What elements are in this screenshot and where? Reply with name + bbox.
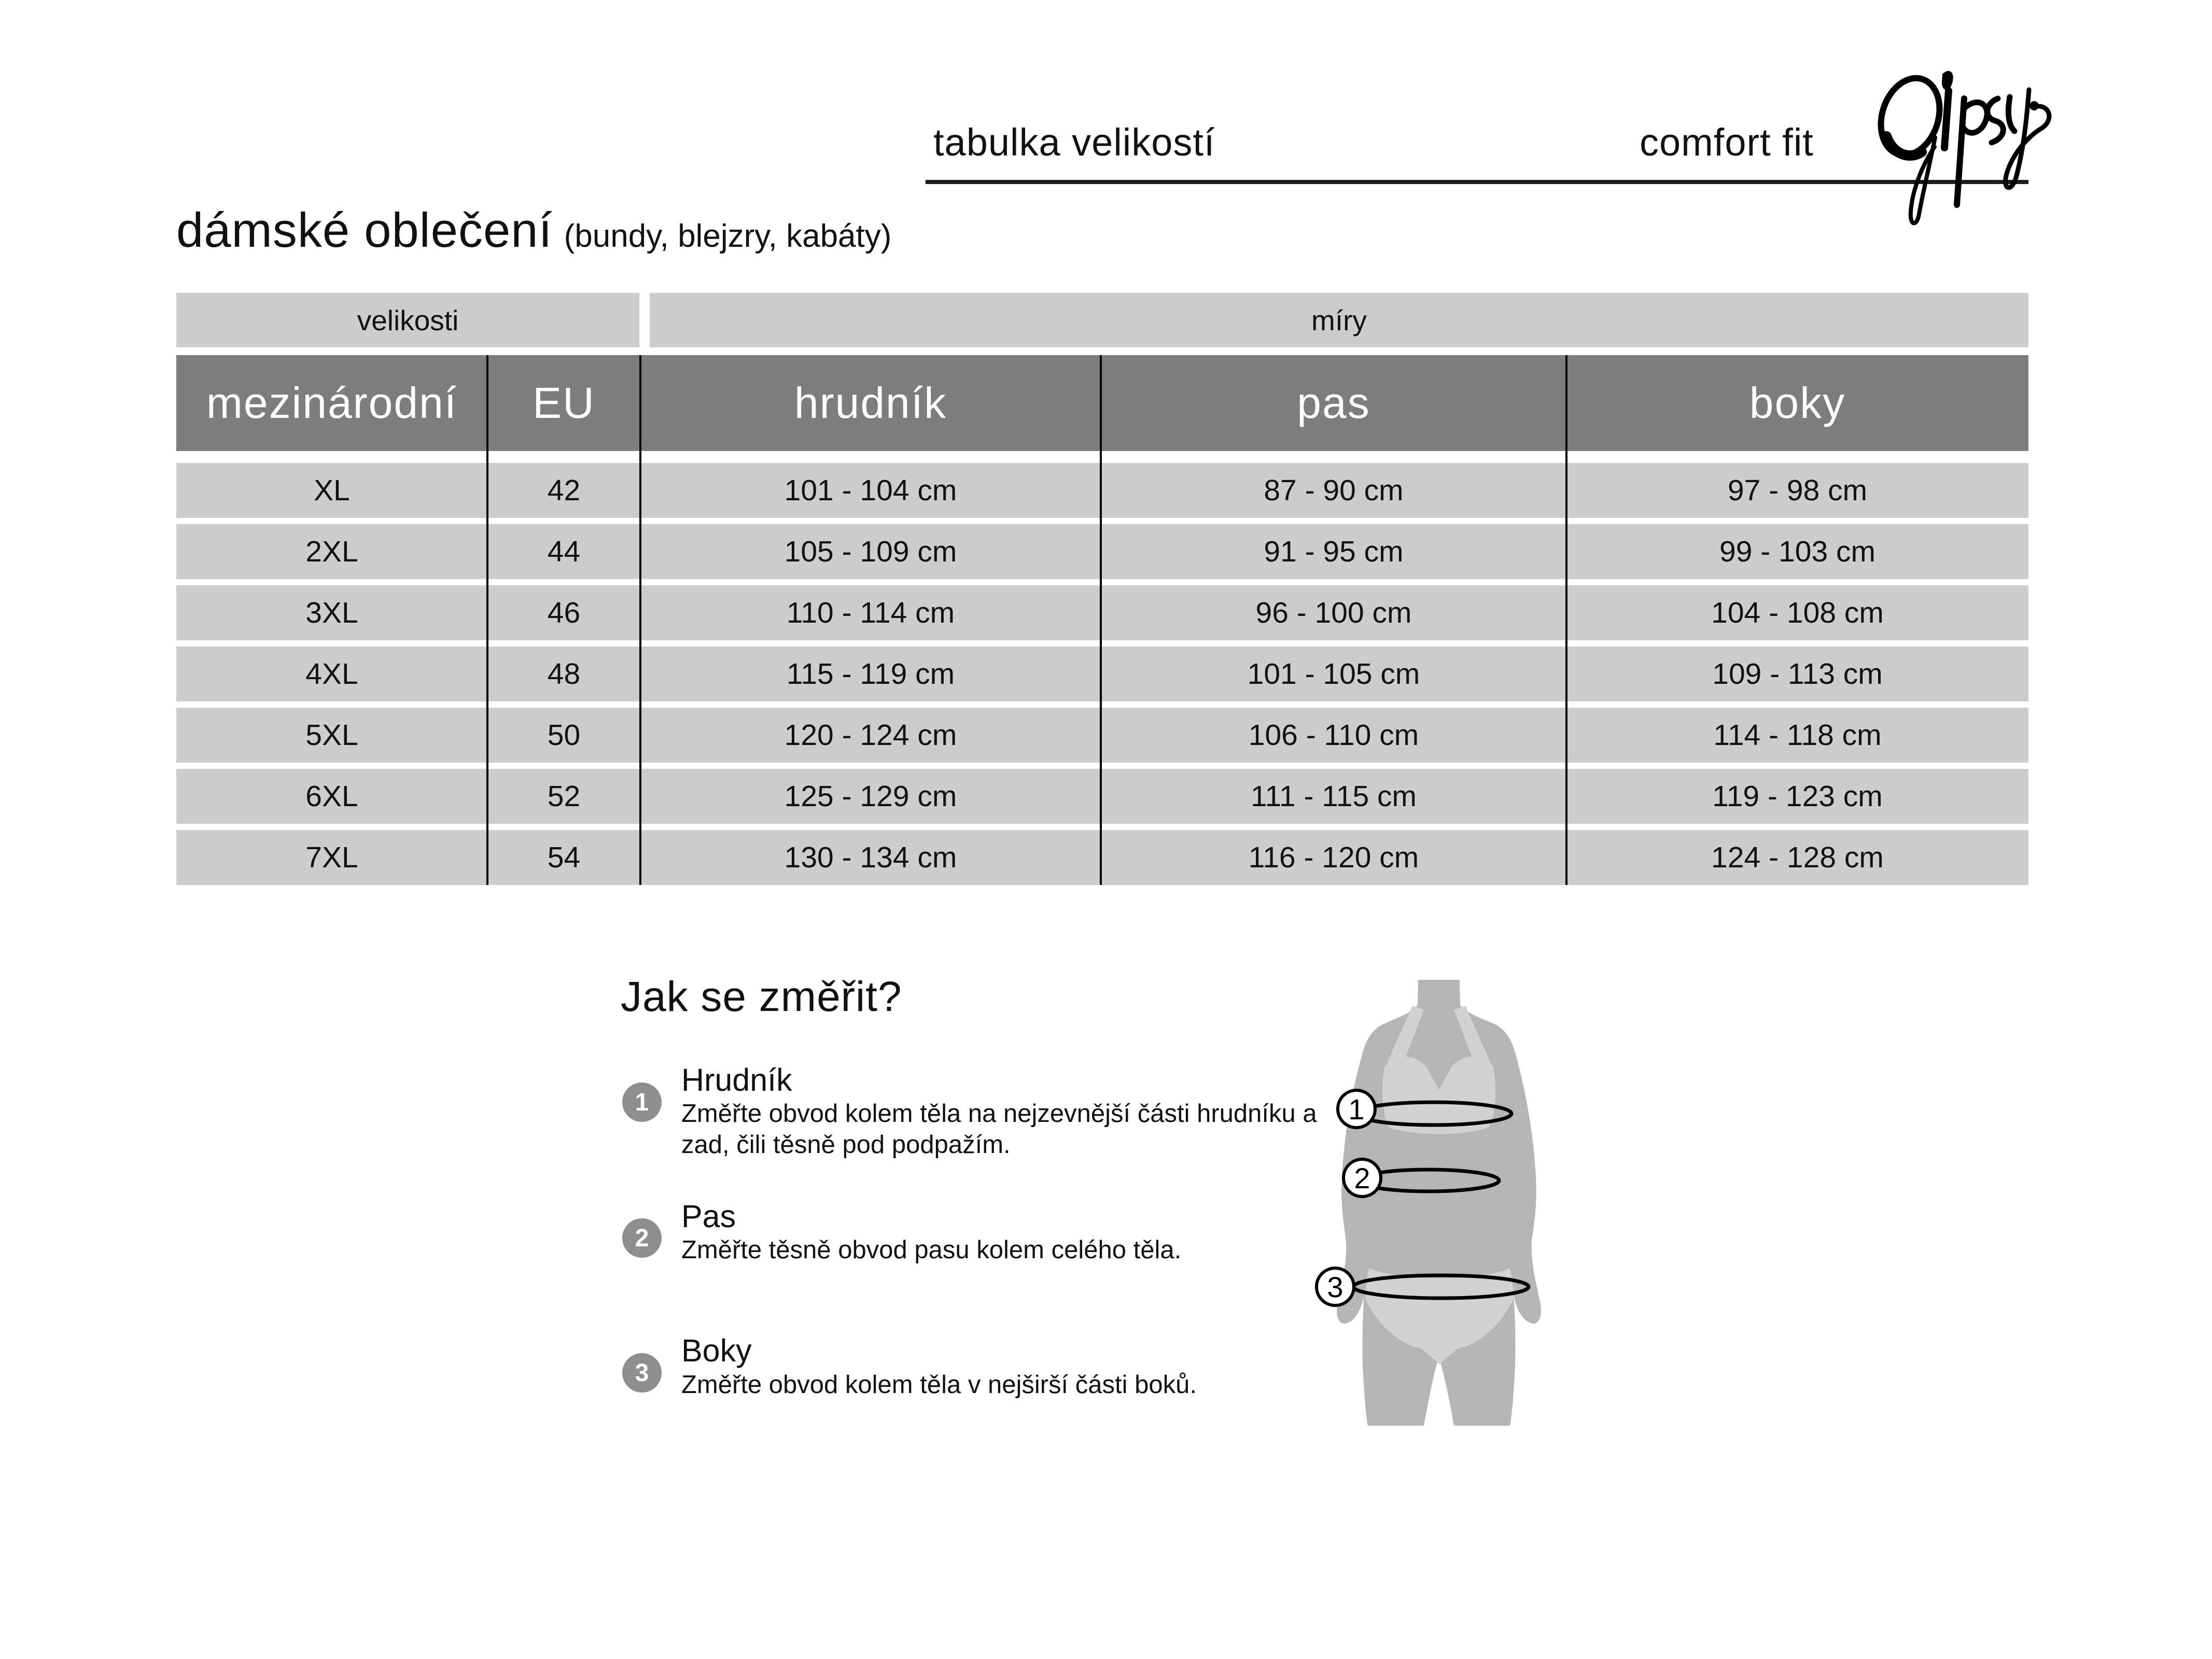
- cell-eu: 46: [547, 596, 581, 629]
- step-3-badge: 3: [622, 1353, 662, 1393]
- table-header-row: [176, 355, 2028, 451]
- table-row: [176, 769, 2028, 824]
- cell-waist: 91 - 95 cm: [1264, 535, 1404, 568]
- cell-hips: 119 - 123 cm: [1712, 780, 1883, 813]
- table-row: [176, 708, 2028, 763]
- cell-eu: 44: [547, 535, 581, 568]
- cell-waist: 111 - 115 cm: [1251, 780, 1417, 813]
- cell-eu: 48: [547, 657, 581, 691]
- step-1-text: Změřte obvod kolem těla na nejzevnější části hrudníku a zad, čili těsně pod podpažím.: [681, 1100, 1317, 1159]
- step-2-label: Pas: [681, 1199, 736, 1234]
- cell-hips: 104 - 108 cm: [1711, 596, 1884, 629]
- cell-intl: 6XL: [305, 780, 358, 813]
- column-header-waist: pas: [1297, 378, 1370, 427]
- column-header-international: mezinárodní: [206, 378, 458, 427]
- cell-eu: 50: [547, 719, 581, 752]
- table-row: [176, 830, 2028, 885]
- table-row: [176, 585, 2028, 640]
- column-header-eu: EU: [533, 378, 595, 427]
- fit-type-label: comfort fit: [1640, 121, 1814, 164]
- step-2-text: Změřte těsně obvod pasu kolem celého těla.: [681, 1236, 1182, 1264]
- group-header-sizes: velikosti: [176, 293, 639, 347]
- cell-intl: 4XL: [305, 657, 358, 691]
- cell-hips: 124 - 128 cm: [1711, 841, 1884, 874]
- cell-chest: 125 - 129 cm: [784, 780, 957, 813]
- figure-marker-3: 3: [1327, 1271, 1343, 1303]
- cell-intl: 7XL: [305, 841, 358, 874]
- cell-waist: 101 - 105 cm: [1247, 657, 1420, 691]
- cell-waist: 106 - 110 cm: [1248, 719, 1419, 752]
- howto-title: Jak se změřit?: [621, 973, 902, 1020]
- cell-chest: 130 - 134 cm: [784, 841, 957, 874]
- cell-eu: 42: [547, 474, 581, 507]
- cell-intl: 5XL: [305, 719, 358, 752]
- column-divider: [486, 355, 488, 885]
- section-title-row: [176, 202, 891, 258]
- step-1-label: Hrudník: [681, 1062, 792, 1098]
- cell-eu: 54: [547, 841, 581, 874]
- figure-marker-1: 1: [1348, 1093, 1365, 1126]
- table-row: [176, 463, 2028, 518]
- column-header-hips: boky: [1749, 378, 1846, 427]
- group-header-measures: míry: [650, 293, 2028, 347]
- body-measurement-figure: [1311, 980, 1570, 1426]
- cell-chest: 115 - 119 cm: [786, 657, 955, 691]
- cell-waist: 87 - 90 cm: [1264, 474, 1404, 507]
- cell-intl: XL: [314, 474, 350, 507]
- section-title: dámské oblečení: [176, 203, 553, 257]
- figure-marker-2: 2: [1354, 1162, 1370, 1194]
- cell-hips: 97 - 98 cm: [1727, 474, 1868, 507]
- cell-chest: 110 - 114 cm: [786, 596, 955, 629]
- step-1-badge: 1: [622, 1082, 662, 1122]
- cell-waist: 96 - 100 cm: [1255, 596, 1412, 629]
- cell-hips: 114 - 118 cm: [1713, 719, 1882, 752]
- cell-hips: 99 - 103 cm: [1719, 535, 1875, 568]
- cell-waist: 116 - 120 cm: [1248, 841, 1419, 874]
- step-3-text: Změřte obvod kolem těla v nejširší části boků.: [681, 1371, 1197, 1399]
- cell-chest: 101 - 104 cm: [784, 474, 957, 507]
- size-table: [176, 293, 2028, 885]
- table-row: [176, 524, 2028, 579]
- header-rule: [926, 180, 2028, 184]
- table-row: [176, 646, 2028, 701]
- section-subtitle: (bundy, blejzry, kabáty): [564, 218, 892, 254]
- cell-chest: 120 - 124 cm: [784, 719, 957, 752]
- column-divider: [1565, 355, 1567, 885]
- cell-chest: 105 - 109 cm: [784, 535, 957, 568]
- column-header-chest: hrudník: [794, 378, 947, 427]
- step-3-label: Boky: [681, 1333, 752, 1368]
- cell-eu: 52: [547, 780, 581, 813]
- page-title: tabulka velikostí: [933, 121, 1215, 164]
- column-divider: [639, 355, 641, 885]
- cell-intl: 2XL: [305, 535, 358, 568]
- cell-hips: 109 - 113 cm: [1712, 657, 1883, 691]
- step-2-badge: 2: [622, 1218, 662, 1258]
- gipsy-logo: [1878, 66, 2060, 232]
- column-divider: [1100, 355, 1102, 885]
- cell-intl: 3XL: [305, 596, 358, 629]
